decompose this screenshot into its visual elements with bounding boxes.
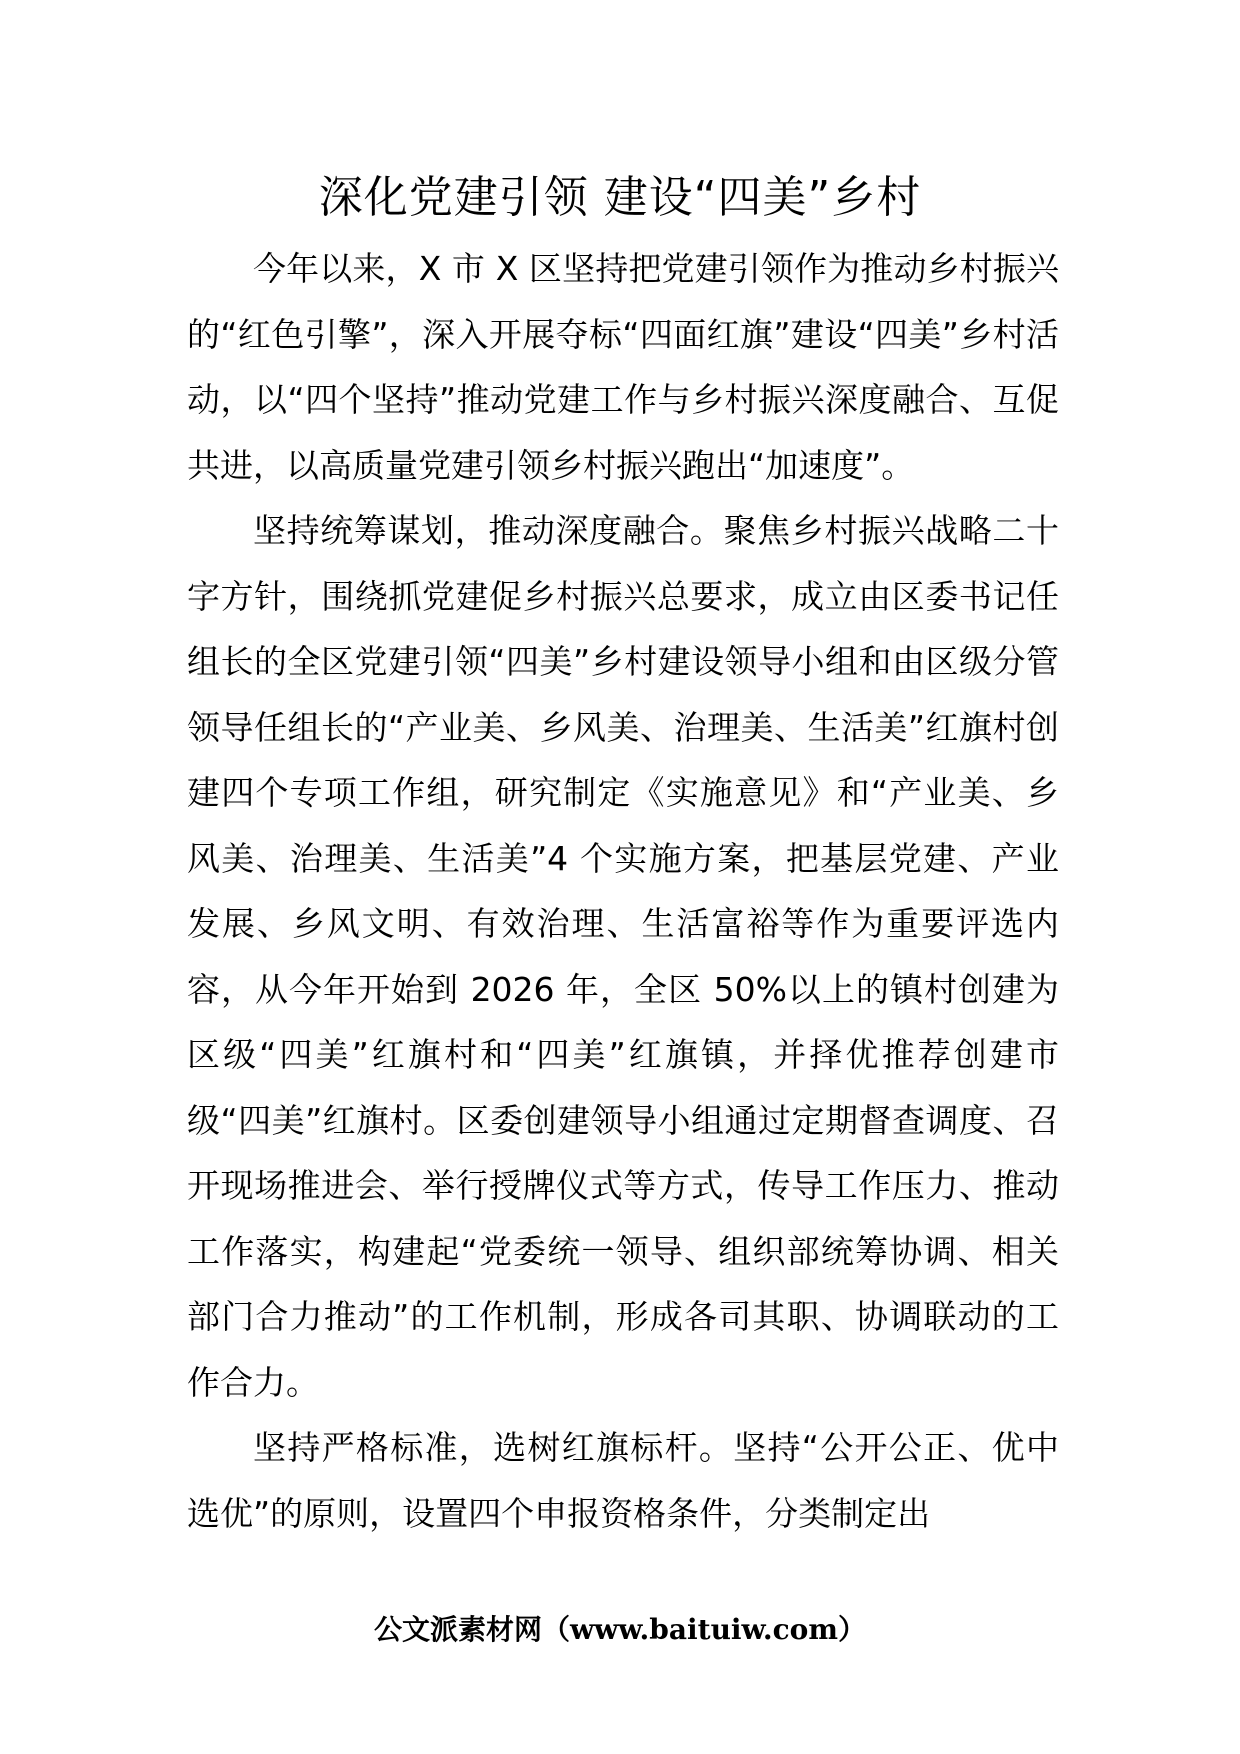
paragraph-intro: 今年以来，X 市 X 区坚持把党建引领作为推动乡村振兴的“红色引擎”，深入开展夺标“四面红旗”建设“四美”乡村活动，以“四个坚持”推动党建工作与乡村振兴深度融合、互促共进，以高质量党建引领乡村振兴跑出“加速度”。 [187, 249, 1059, 485]
document-body [187, 236, 1059, 1546]
footer-source: 公文派素材网（www.baituiw.com） [374, 1613, 866, 1646]
paragraph-standards: 坚持严格标准，选树红旗标杆。坚持“公开公正、优中选优”的原则，设置四个申报资格条件，分类制定出 [187, 1428, 1059, 1533]
paragraph-planning: 坚持统筹谋划，推动深度融合。聚焦乡村振兴战略二十字方针，围绕抓党建促乡村振兴总要求，成立由区委书记任组长的全区党建引领“四美”乡村建设领导小组和由区级分管领导任组长的“产业美、乡风美、治理美、生活美”红旗村创建四个专项工作组，研究制定《实施意见》和“产业美、乡风美、治理美、生活美”4 个实施方案，把基层党建、产业发展、乡风文明、有效治理、生活富裕等作为重要评选内容，从今年开始到 2026 年，全区 50%以上的镇村创建为区级“四美”红旗村和“四美”红旗镇，并择优推荐创建市级“四美”红旗村。区委创建领导小组通过定期督查调度、召开现场推进会、举行授牌仪式等方式，传导工作压力、推动工作落实，构建起“党委统一领导、组织部统筹协调、相关部门合力推动”的工作机制，形成各司其职、协调联动的工作合力。 [187, 511, 1059, 1402]
document-title: 深化党建引领 建设“四美”乡村 [318, 172, 922, 223]
